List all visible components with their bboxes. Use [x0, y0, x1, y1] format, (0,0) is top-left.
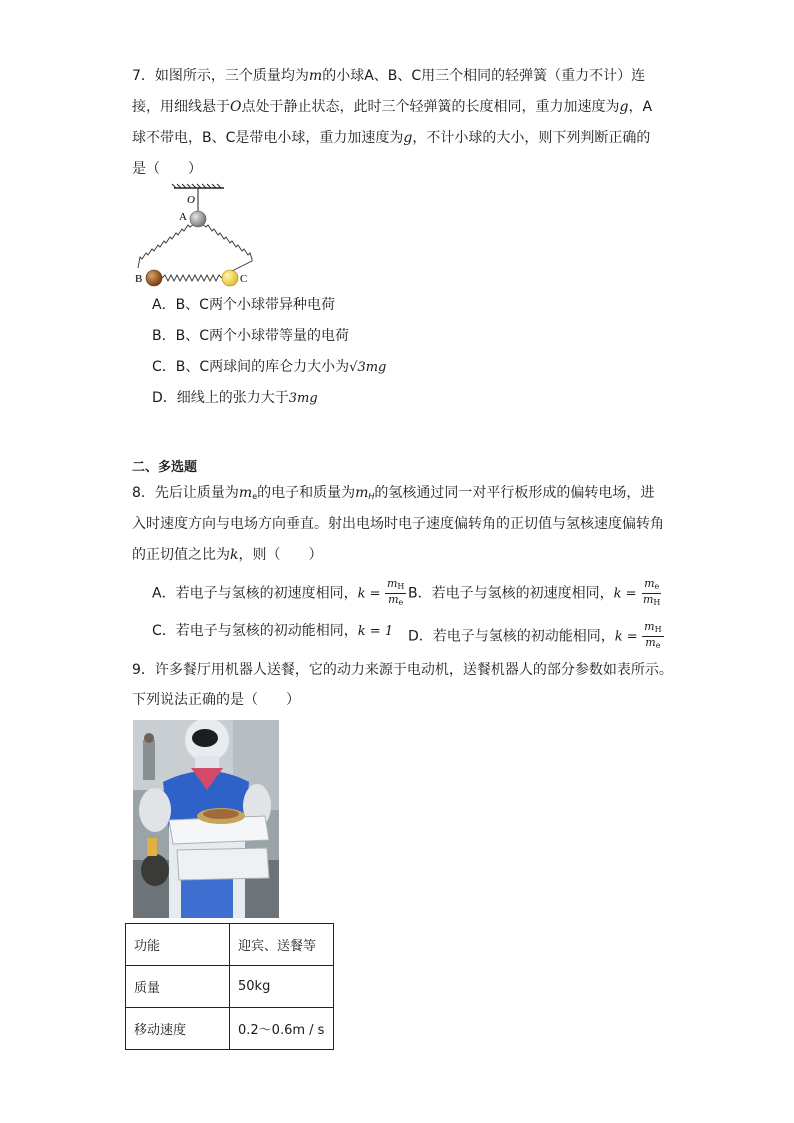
ball-c — [222, 270, 238, 286]
section-title: 二、多选题 — [132, 460, 198, 475]
table-cell: 迎宾、送餐等 — [230, 924, 334, 966]
q8-line-3: 的正切值之比为k，则（ ） — [132, 547, 323, 563]
q8-option-a[interactable]: A．若电子与氢核的初速度相同，k = $\frac{m_H}{m_e}$ — [152, 577, 405, 607]
table-row — [126, 1008, 334, 1050]
label-a: A — [179, 211, 187, 223]
q9-line-1: 9．许多餐厅用机器人送餐，它的动力来源于电动机，送餐机器人的部分参数如表所示。 — [132, 662, 673, 678]
q7-line-3: 球不带电，B、C是带电小球，重力加速度为g，不计小球的大小，则下列判断正确的 — [132, 130, 651, 146]
q7-option-d[interactable]: D．细线上的张力大于3mg — [152, 390, 318, 406]
table-cell: 功能 — [126, 924, 230, 966]
q8-option-d[interactable]: D．若电子与氢核的初动能相同，k = $\frac{m_H}{m_e}$ — [408, 620, 662, 650]
robot-photo — [133, 720, 279, 918]
ceiling — [172, 184, 224, 188]
q9-line-2: 下列说法正确的是（ ） — [132, 692, 300, 708]
table-cell: 0.2～0.6m / s — [230, 1008, 334, 1050]
q7-option-b[interactable]: B．B、C两个小球带等量的电荷 — [152, 328, 349, 344]
fraction-mh-over-me-d: $\frac{m_H}{m_e}$ — [644, 620, 662, 650]
spring-triangle-figure — [132, 183, 257, 288]
table-cell: 质量 — [126, 966, 230, 1008]
spring-ac — [202, 224, 252, 271]
ball-b — [146, 270, 162, 286]
table-row — [126, 966, 334, 1008]
fraction-mh-over-me: $\frac{m_H}{m_e}$ — [386, 577, 405, 607]
label-b: B — [135, 273, 143, 285]
spring-ab — [138, 224, 194, 268]
label-c: C — [240, 273, 248, 285]
q7-line-1: 7．如图所示，三个质量均为m的小球A、B、C用三个相同的轻弹簧（重力不计）连 — [132, 68, 646, 84]
ball-a — [190, 211, 206, 227]
q8-option-b[interactable]: B．若电子与氢核的初速度相同，k = $\frac{m_e}{m_H}$ — [408, 577, 661, 607]
label-o: O — [187, 194, 195, 206]
table-row — [126, 924, 334, 966]
q8-line-2: 入时速度方向与电场方向垂直。射出电场时电子速度偏转角的正切值与氢核速度偏转角 — [132, 516, 664, 532]
q7-line-2: 接，用细线悬于O点处于静止状态，此时三个轻弹簧的长度相同，重力加速度为g，A — [132, 99, 653, 115]
table-cell: 移动速度 — [126, 1008, 230, 1050]
q8-line-1: 8．先后让质量为$m_e$的电子和质量为$m_H$的氢核通过同一对平行板形成的偏转电场，进 — [132, 485, 655, 501]
robot-parameter-table — [125, 923, 334, 1050]
spring-bc — [162, 275, 222, 281]
fraction-me-over-mh: $\frac{m_e}{m_H}$ — [642, 577, 661, 607]
q7-option-a[interactable]: A．B、C两个小球带异种电荷 — [152, 297, 335, 313]
q8-option-c[interactable]: C．若电子与氢核的初动能相同，k = 1 — [152, 623, 394, 639]
table-cell: 50kg — [230, 966, 334, 1008]
q7-option-c[interactable]: C．B、C两球间的库仑力大小为√3mg — [152, 359, 387, 375]
q7-line-4: 是（ ） — [132, 161, 202, 177]
